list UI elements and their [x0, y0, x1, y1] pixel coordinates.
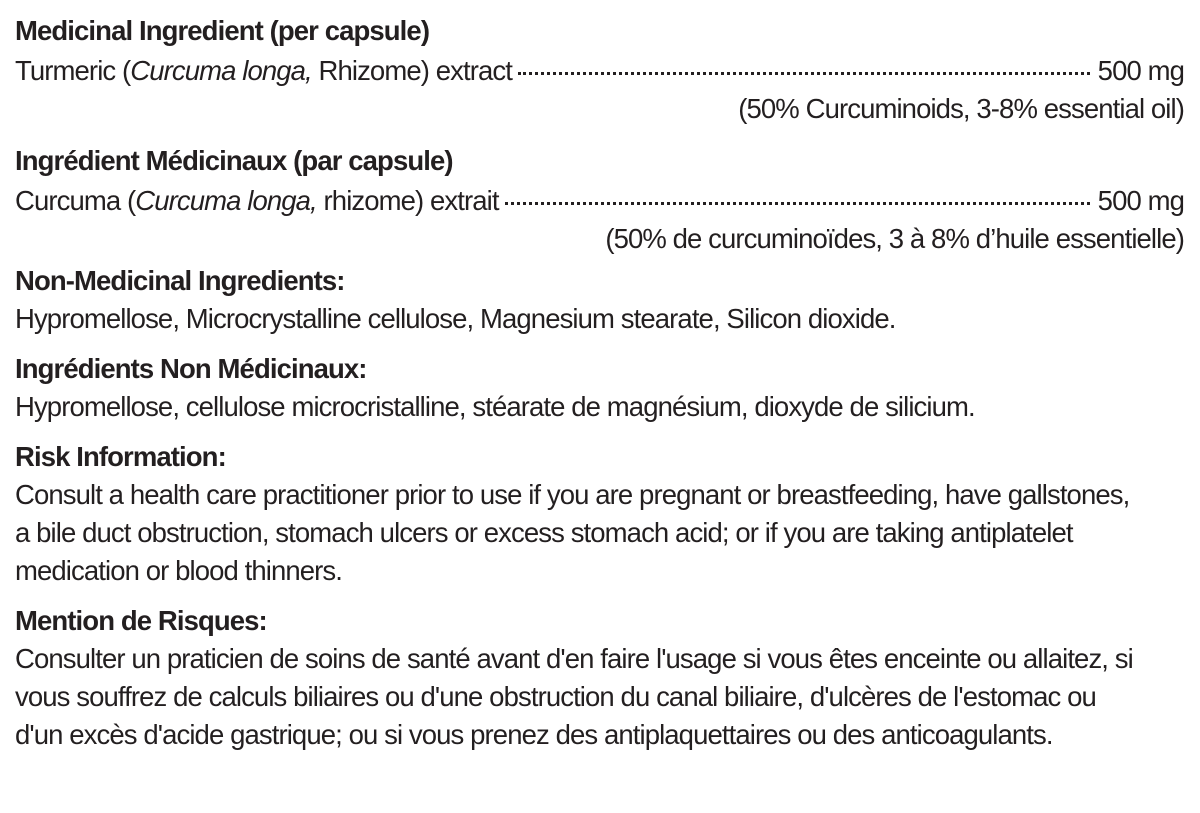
non-medicinal-en-section: [15, 262, 1184, 338]
medicinal-ingredient-fr-title: Ingrédient Médicinaux (par capsule): [15, 145, 453, 176]
risk-en-section: [15, 438, 1184, 590]
ingredient-detail-en: (50% Curcuminoids, 3-8% essential oil): [738, 93, 1184, 124]
non-medicinal-en-title: Non-Medicinal Ingredients:: [15, 265, 345, 296]
ingredient-name-en-post: Rhizome) extract: [311, 55, 512, 86]
ingredient-latin-name-fr: Curcuma longa,: [135, 185, 317, 216]
ingredient-amount-fr: 500 mg: [1097, 185, 1184, 216]
non-medicinal-fr-text: Hypromellose, cellulose microcristalline, stéarate de magnésium, dioxyde de silicium.: [15, 391, 975, 422]
risk-fr-line: Consulter un praticien de soins de santé avant d'en faire l'usage si vous êtes enceinte ou allaitez, si: [15, 643, 1133, 674]
ingredient-name-fr-pre: Curcuma (: [15, 185, 136, 216]
ingredient-name-fr: [15, 182, 499, 220]
dot-leader: [518, 51, 1090, 81]
medicinal-ingredient-en-section: [15, 12, 1184, 128]
risk-en-line: a bile duct obstruction, stomach ulcers or excess stomach acid; or if you are taking antiplatelet: [15, 517, 1073, 548]
dot-leader: [505, 181, 1090, 211]
medicinal-ingredient-en-row: [15, 50, 1184, 90]
non-medicinal-en-text: Hypromellose, Microcrystalline cellulose, Magnesium stearate, Silicon dioxide.: [15, 303, 896, 334]
risk-fr-section: [15, 602, 1184, 754]
risk-fr-title: Mention de Risques:: [15, 605, 267, 636]
ingredient-name-en-pre: Turmeric (: [15, 55, 131, 86]
risk-en-title: Risk Information:: [15, 441, 226, 472]
risk-en-line: medication or blood thinners.: [15, 555, 343, 586]
ingredient-name-fr-post: rhizome) extrait: [316, 185, 499, 216]
risk-fr-line: d'un excès d'acide gastrique; ou si vous prenez des antiplaquettaires ou des anticoagulants.: [15, 719, 1053, 750]
ingredient-latin-name-en: Curcuma longa,: [130, 55, 312, 86]
risk-fr-line: vous souffrez de calculs biliaires ou d'une obstruction du canal biliaire, d'ulcères de l'estomac ou: [15, 681, 1096, 712]
ingredient-detail-fr: (50% de curcuminoïdes, 3 à 8% d’huile essentielle): [605, 223, 1184, 254]
ingredient-amount-en: 500 mg: [1097, 55, 1184, 86]
non-medicinal-fr-section: [15, 350, 1184, 426]
medicinal-ingredient-fr-row: [15, 180, 1184, 220]
medicinal-ingredient-fr-section: [15, 142, 1184, 258]
non-medicinal-fr-title: Ingrédients Non Médicinaux:: [15, 353, 367, 384]
risk-en-line: Consult a health care practitioner prior to use if you are pregnant or breastfeeding, have gallstones,: [15, 479, 1130, 510]
medicinal-ingredient-en-title: Medicinal Ingredient (per capsule): [15, 15, 430, 46]
ingredient-name-en: [15, 52, 512, 90]
